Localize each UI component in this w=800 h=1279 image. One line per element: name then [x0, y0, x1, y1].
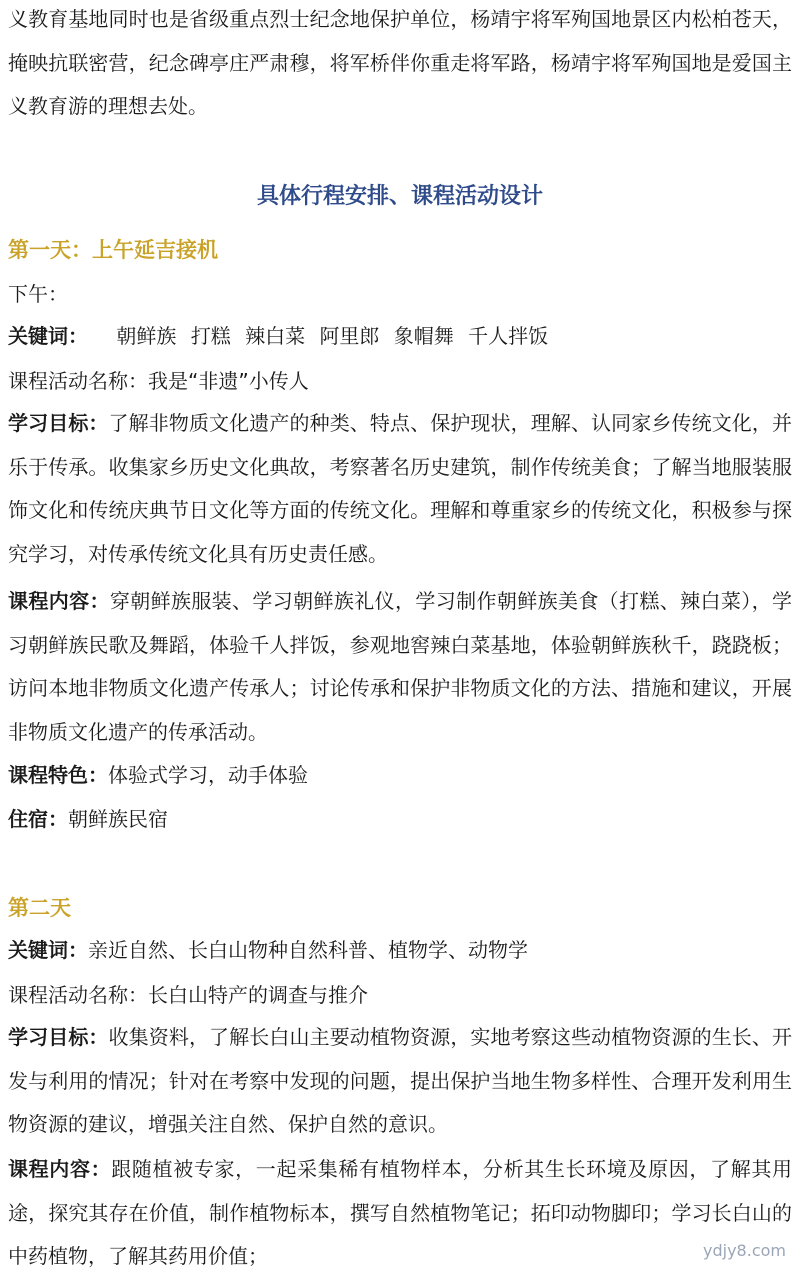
keyword: 朝鲜族: [116, 324, 177, 348]
day1-stay-line: [8, 804, 792, 834]
day2-content-paragraph: [8, 1148, 792, 1279]
day1-title: 第一天：上午延吉接机: [8, 238, 218, 262]
intro-paragraph: 义教育基地同时也是省级重点烈士纪念地保护单位，杨靖宇将军殉国地景区内松柏苍天，掩映抗联密营，纪念碑亭庄严肃穆，将军桥伴你重走将军路，杨靖宇将军殉国地是爱国主义教育游的理想去处。: [8, 7, 792, 118]
day1-content-paragraph: [8, 580, 792, 754]
keyword: 辣白菜: [245, 324, 306, 348]
day2-title: 第二天: [8, 896, 71, 920]
day2-content-label: 课程内容：: [8, 1157, 112, 1181]
day2-keywords-line: [8, 935, 792, 965]
day1-content-text: 穿朝鲜族服装、学习朝鲜族礼仪，学习制作朝鲜族美食（打糕、辣白菜），学习朝鲜族民歌及舞蹈，体验千人拌饭，参观地窖辣白菜基地，体验朝鲜族秋千，跷跷板；访问本地非物质文化遗产传承人；讨论传承和保护非物质文化的方法、措施和建议，开展非物质文化遗产的传承活动。: [8, 589, 793, 744]
day2-goal-paragraph: [8, 1016, 792, 1147]
day1-feature-label: 课程特色：: [8, 763, 108, 787]
day1-keywords-label: 关键词：: [8, 324, 88, 348]
keyword: 象帽舞: [393, 324, 454, 348]
day1-stay-text: 朝鲜族民宿: [68, 807, 168, 831]
keyword: 阿里郎: [319, 324, 380, 348]
day1-goal-label: 学习目标：: [8, 411, 109, 435]
day1-stay-label: 住宿：: [8, 807, 68, 831]
day2-keywords-label: 关键词：: [8, 938, 88, 962]
day2-goal-text: 收集资料，了解长白山主要动植物资源，实地考察这些动植物资源的生长、开发与利用的情况；针对在考察中发现的问题，提出保护当地生物多样性、合理开发利用生物资源的建议，增强关注自然、保护自然的意识。: [8, 1025, 793, 1136]
day1-feature-text: 体验式学习，动手体验: [108, 763, 308, 787]
day1-activity: 课程活动名称：我是“非遗”小传人: [8, 369, 309, 393]
section-title: 具体行程安排、课程活动设计: [256, 184, 543, 209]
day1-goal-text: 了解非物质文化遗产的种类、特点、保护现状，理解、认同家乡传统文化，并乐于传承。收集家乡历史文化典故，考察著名历史建筑，制作传统美食；了解当地服装服饰文化和传统庆典节日文化等方面的传统文化。理解和尊重家乡的传统文化，积极参与探究学习，对传承传统文化具有历史责任感。: [8, 411, 793, 566]
day2-keywords-text: 亲近自然、长白山物种自然科普、植物学、动物学: [88, 938, 528, 962]
day1-content-label: 课程内容：: [8, 589, 110, 613]
day1-feature-line: [8, 760, 792, 790]
keyword: 千人拌饭: [468, 324, 549, 348]
day1-afternoon: 下午：: [8, 282, 68, 306]
watermark: ydjy8.com: [703, 1241, 786, 1260]
day2-activity: 课程活动名称：长白山特产的调查与推介: [8, 983, 368, 1007]
day1-goal-paragraph: [8, 402, 792, 576]
day1-keywords-line: [8, 321, 792, 351]
day2-content-text: 跟随植被专家，一起采集稀有植物样本，分析其生长环境及原因，了解其用途，探究其存在价值，制作植物标本，撰写自然植物笔记；拓印动物脚印；学习长白山的中药植物，了解其药用价值；: [8, 1157, 793, 1268]
keyword: 打糕: [190, 324, 231, 348]
day2-goal-label: 学习目标：: [8, 1025, 109, 1049]
